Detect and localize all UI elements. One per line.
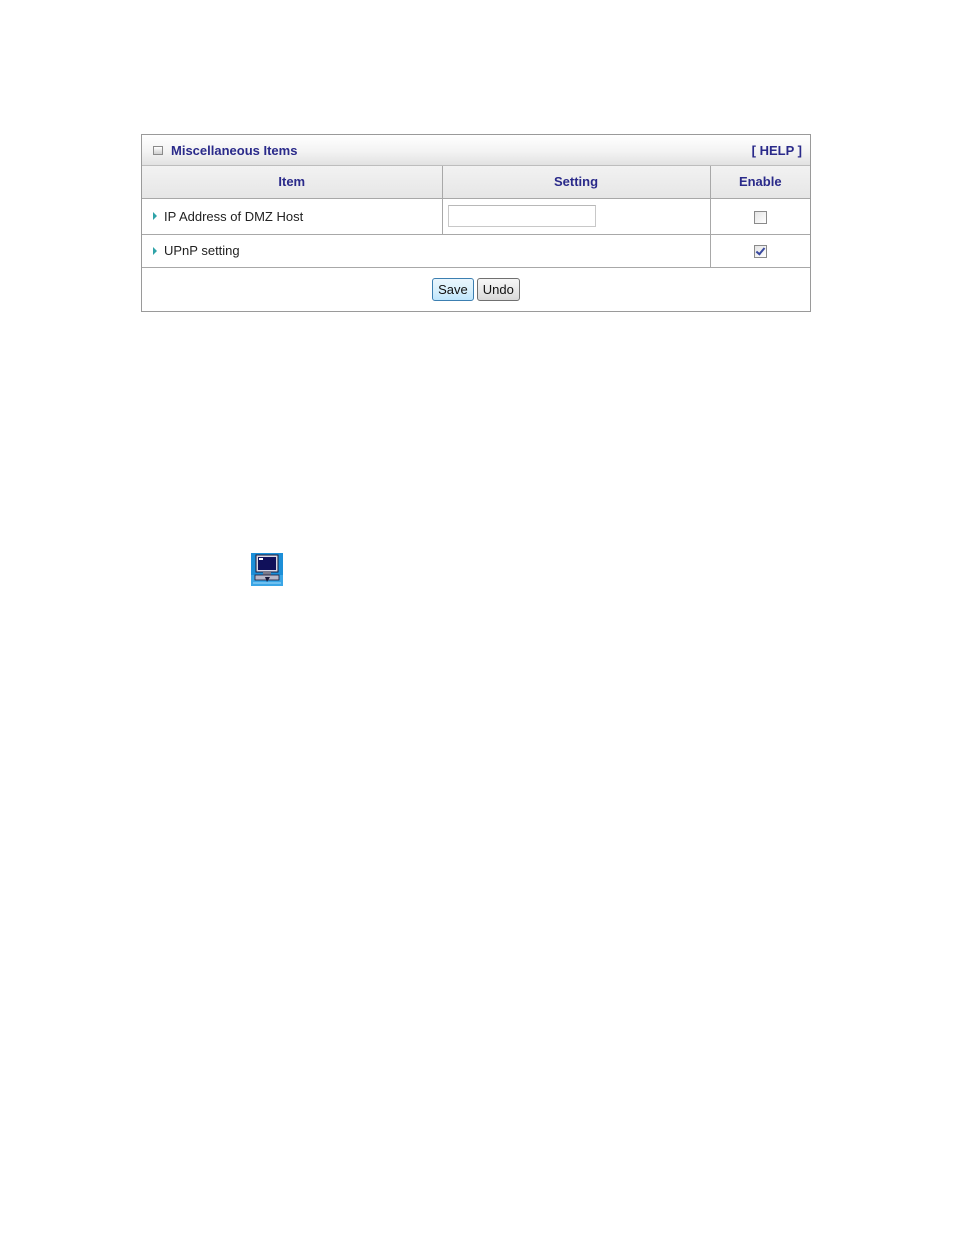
header-item: Item <box>142 166 442 198</box>
save-button[interactable]: Save <box>432 278 474 301</box>
dmz-item-cell <box>142 198 442 234</box>
arrow-right-icon <box>153 247 157 255</box>
dmz-enable-checkbox[interactable] <box>754 211 767 224</box>
dmz-enable-cell <box>710 198 810 234</box>
computer-monitor-icon <box>251 553 283 586</box>
table-row-dmz-host <box>142 198 810 234</box>
upnp-label: UPnP setting <box>164 243 240 258</box>
misc-items-panel <box>141 134 811 312</box>
panel-title-wrap <box>153 143 297 158</box>
button-row <box>142 268 810 311</box>
upnp-enable-checkbox[interactable] <box>754 245 767 258</box>
upnp-enable-cell <box>710 234 810 267</box>
dmz-host-ip-input[interactable] <box>448 205 596 227</box>
upnp-item-cell <box>142 234 710 267</box>
undo-button[interactable]: Undo <box>477 278 520 301</box>
help-link[interactable]: [ HELP ] <box>751 142 802 158</box>
table-row-upnp <box>142 234 810 267</box>
header-enable: Enable <box>710 166 810 198</box>
panel-header <box>142 135 810 166</box>
square-icon <box>153 146 163 155</box>
settings-table <box>142 166 810 268</box>
dmz-host-label: IP Address of DMZ Host <box>164 208 304 224</box>
header-setting: Setting <box>442 166 710 198</box>
dmz-setting-cell <box>442 198 710 234</box>
table-header-row <box>142 166 810 198</box>
panel-title: Miscellaneous Items <box>171 142 298 158</box>
arrow-right-icon <box>153 212 157 220</box>
